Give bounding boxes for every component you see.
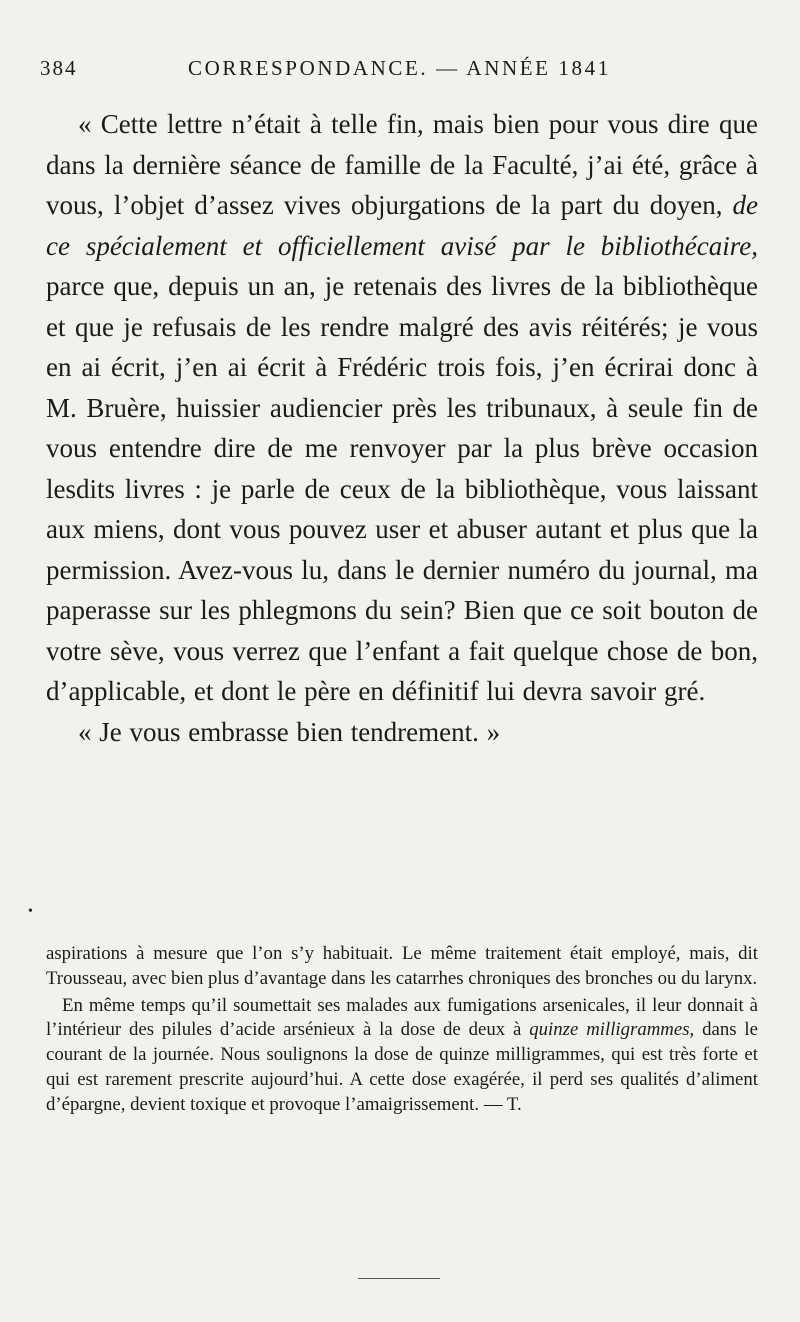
letter-paragraph xyxy=(46,104,758,712)
footnote-paragraph: aspirations à mesure que l’on s’y habituait. Le même traitement était employé, mais, dit Trousseau, avec bien plus d’avantage dans les catarrhes chroniques des bronches ou du larynx. xyxy=(46,943,758,989)
page-header xyxy=(40,56,760,90)
letter-closing: « Je vous embrasse bien tendrement. » xyxy=(78,716,501,747)
letter-body xyxy=(46,104,758,752)
footnote-text-segment: dans le courant de la journée. Nous soulignons la dose de quinze milligrammes, qui est très forte et qui est rarement prescrite aujourd’hui. A cette dose exagérée, il perd ses qualités d’aliment d’épargne, devient toxique et provoque l’amaigrissement. — T. xyxy=(46,1019,758,1115)
stray-mark: • xyxy=(28,904,33,919)
footnote-text-segment: En même temps qu’il soumettait ses malades aux fumigations arsenicales, il leur donnait à l’intérieur des pilules d’acide arsénieux à la dose de deux à xyxy=(46,994,758,1041)
bottom-rule xyxy=(358,1278,440,1279)
letter-text-segment: « Cette lettre n’était à telle fin, mais bien pour vous dire que dans la dernière séance de famille de la Faculté, j’ai été, grâce à vous, l’objet d’assez vives objurgations de la part du doyen, xyxy=(46,109,758,220)
letter-italic-segment: de ce spécialement et officiellement avisé par le bibliothécaire, xyxy=(46,190,758,261)
footnote-paragraph xyxy=(46,994,758,1118)
page-number: 384 xyxy=(40,56,78,80)
footnote-italic-segment: quinze milligrammes, xyxy=(529,1019,695,1041)
running-head: CORRESPONDANCE. — ANNÉE 1841 xyxy=(188,56,611,80)
letter-text-segment: parce que, depuis un an, je retenais des livres de la bibliothèque et que je refusais de les rendre malgré des avis réitérés; je vous en ai écrit, j’en ai écrit à Frédéric trois fois, j’en écrirai donc à M. Bruère, huissier audiencier près les tribunaux, à seule fin de vous entendre dire de me renvoyer par la plus brève occasion lesdits livres : je parle de ceux de la bibliothèque, vous laissant aux miens, dont vous pouvez user et abuser autant et plus que la permission. Avez-vous lu, dans le dernier numéro du journal, ma paperasse sur les phlegmons du sein? Bien que ce soit bouton de votre sève, vous verrez que l’enfant a fait quelque chose de bon, d’applicable, et dont le père en définitif lui devra savoir gré. xyxy=(46,271,758,706)
footnote xyxy=(46,942,758,1118)
